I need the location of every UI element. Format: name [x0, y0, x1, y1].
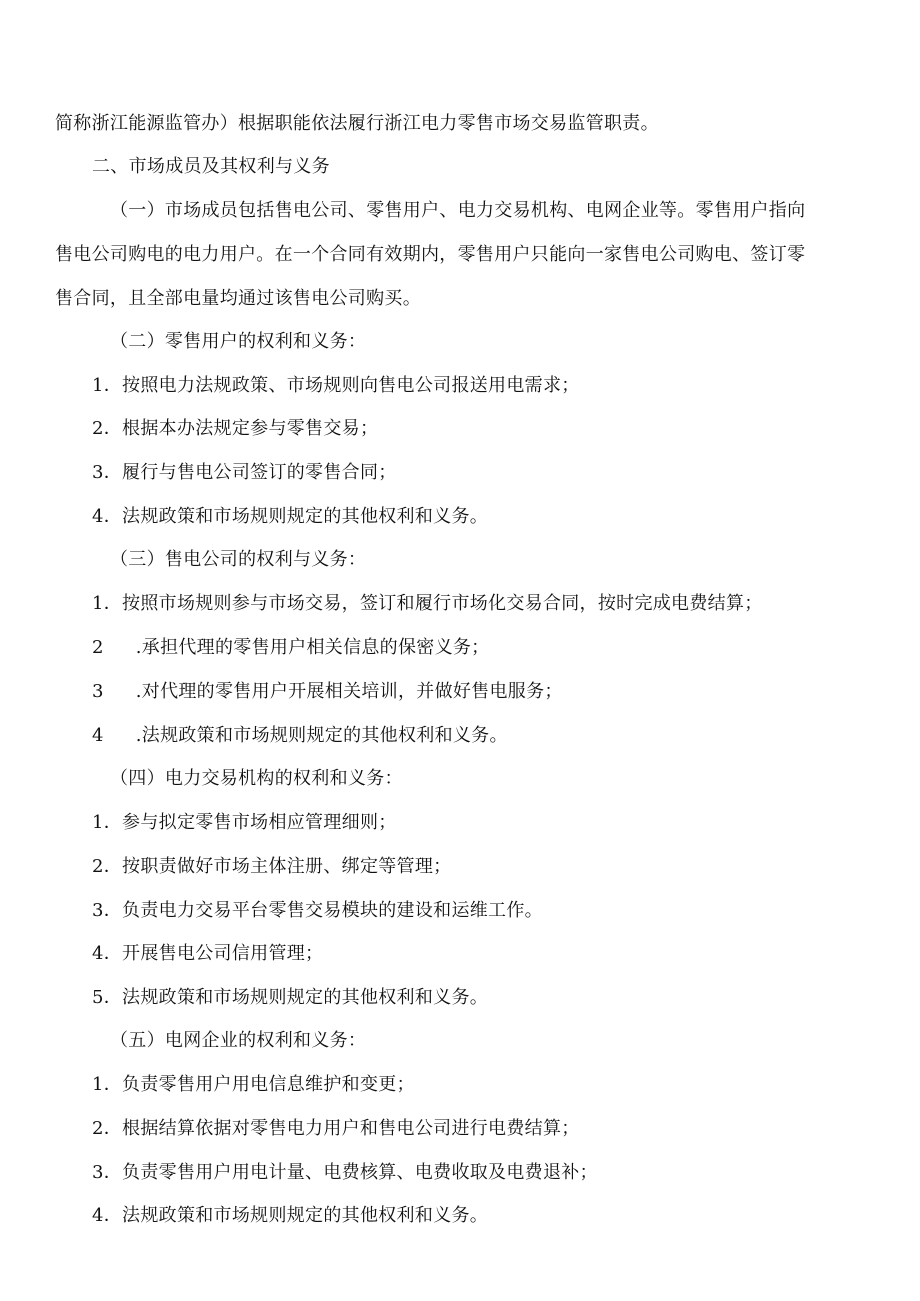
list-item: 4．开展售电公司信用管理；: [92, 943, 324, 964]
list-text: .法规政策和市场规则规定的其他权利和义务。: [135, 725, 508, 746]
list-item: 3．负责零售用户用电计量、电费核算、电费收取及电费退补；: [92, 1162, 598, 1183]
subsection-heading: （四）电力交易机构的权利和义务：: [110, 768, 403, 789]
list-item: 5．法规政策和市场规则规定的其他权利和义务。: [92, 987, 489, 1008]
section-heading: 二、市场成员及其权利与义务: [92, 156, 330, 177]
list-item: [92, 636, 490, 660]
paragraph-line: （一）市场成员包括售电公司、零售用户、电力交易机构、电网企业等。零售用户指向: [110, 200, 806, 221]
subsection-heading: （二）零售用户的权利和义务：: [110, 331, 367, 352]
list-number: 2: [92, 637, 104, 658]
paragraph-line: 售合同，且全部电量均通过该售电公司购买。: [55, 288, 421, 309]
list-item: 2．按职责做好市场主体注册、绑定等管理；: [92, 856, 452, 877]
paragraph-line: 简称浙江能源监管办）根据职能依法履行浙江电力零售市场交易监管职责。: [55, 113, 659, 134]
list-item: 1．参与拟定零售市场相应管理细则；: [92, 812, 397, 833]
list-item: 1．按照市场规则参与市场交易，签订和履行市场化交易合同，按时完成电费结算；: [92, 593, 763, 614]
list-text: .对代理的零售用户开展相关培训，并做好售电服务；: [135, 681, 563, 702]
list-number: 3: [92, 681, 104, 702]
list-item: 3．负责电力交易平台零售交易模块的建设和运维工作。: [92, 900, 543, 921]
subsection-heading: （三）售电公司的权利与义务：: [110, 549, 367, 570]
list-text: .承担代理的零售用户相关信息的保密义务；: [135, 637, 490, 658]
list-item: [92, 680, 563, 704]
list-item: 1．按照电力法规政策、市场规则向售电公司报送用电需求；: [92, 375, 580, 396]
list-item: [92, 724, 508, 748]
list-item: 4．法规政策和市场规则规定的其他权利和义务。: [92, 1205, 489, 1226]
list-item: 1．负责零售用户用电信息维护和变更；: [92, 1074, 415, 1095]
list-item: 2．根据结算依据对零售电力用户和售电公司进行电费结算；: [92, 1118, 580, 1139]
paragraph-line: 售电公司购电的电力用户。在一个合同有效期内，零售用户只能向一家售电公司购电、签订零: [55, 244, 806, 265]
subsection-heading: （五）电网企业的权利和义务：: [110, 1030, 367, 1051]
list-item: 4．法规政策和市场规则规定的其他权利和义务。: [92, 506, 489, 527]
list-item: 2．根据本办法规定参与零售交易；: [92, 418, 379, 439]
list-number: 4: [92, 725, 104, 746]
list-item: 3．履行与售电公司签订的零售合同；: [92, 462, 397, 483]
